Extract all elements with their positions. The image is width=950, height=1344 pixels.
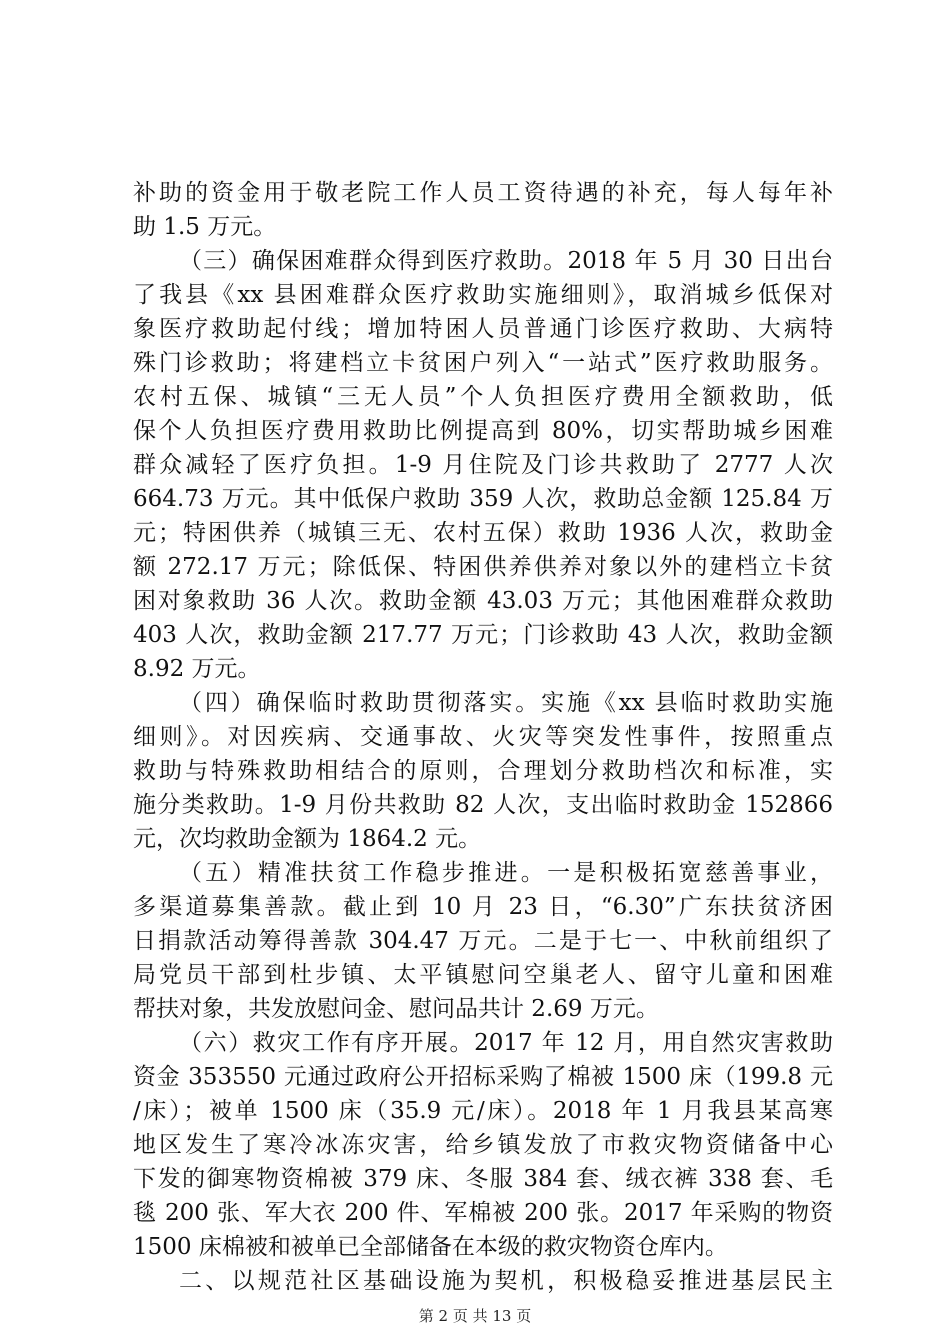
paragraph-line: 细则》。对因疾病、交通事故、火灾等突发性事件，按照重点	[133, 724, 833, 750]
paragraph-line: （六）救灾工作有序开展。2017 年 12 月，用自然灾害救助	[179, 1030, 833, 1056]
paragraph-line: （四）确保临时救助贯彻落实。实施《xx 县临时救助实施	[179, 690, 833, 716]
paragraph-line: 困对象救助 36 人次。救助金额 43.03 万元；其他困难群众救助	[133, 588, 833, 614]
paragraph-line: 403 人次，救助金额 217.77 万元；门诊救助 43 人次，救助金额	[133, 622, 833, 648]
paragraph-line: 资金 353550 元通过政府公开招标采购了棉被 1500 床（199.8 元	[133, 1064, 833, 1090]
paragraph-line: 农村五保、城镇“三无人员”个人负担医疗费用全额救助，低	[133, 384, 833, 410]
paragraph-line: 救助与特殊救助相结合的原则，合理划分救助档次和标准，实	[133, 758, 833, 784]
paragraph-line: 664.73 万元。其中低保户救助 359 人次，救助总金额 125.84 万	[133, 486, 833, 512]
paragraph-line: 补助的资金用于敬老院工作人员工资待遇的补充，每人每年补	[133, 180, 833, 206]
paragraph-line: 额 272.17 万元；除低保、特困供养供养对象以外的建档立卡贫	[133, 554, 833, 580]
section-heading-line: 二、以规范社区基础设施为契机，积极稳妥推进基层民主	[179, 1268, 833, 1294]
paragraph-line: 下发的御寒物资棉被 379 床、冬服 384 套、绒衣裤 338 套、毛	[133, 1166, 833, 1192]
paragraph-line: 8.92 万元。	[133, 656, 261, 682]
paragraph-line: 群众减轻了医疗负担。1-9 月住院及门诊共救助了 2777 人次	[133, 452, 833, 478]
paragraph-line: 多渠道募集善款。截止到 10 月 23 日，“6.30”广东扶贫济困	[133, 894, 833, 920]
paragraph-line: 元，次均救助金额为 1864.2 元。	[133, 826, 482, 852]
paragraph-line: 局党员干部到杜步镇、太平镇慰问空巢老人、留守儿童和困难	[133, 962, 833, 988]
paragraph-line: 元；特困供养（城镇三无、农村五保）救助 1936 人次，救助金	[133, 520, 833, 546]
paragraph-line: 象医疗救助起付线；增加特困人员普通门诊医疗救助、大病特	[133, 316, 833, 342]
paragraph-line: 地区发生了寒冷冰冻灾害，给乡镇发放了市救灾物资储备中心	[133, 1132, 833, 1158]
paragraph-line: /床）；被单 1500 床（35.9 元/床）。2018 年 1 月我县某高寒	[133, 1098, 833, 1124]
page-footer: 第 2 页 共 13 页	[418, 1307, 532, 1325]
paragraph-line: 帮扶对象，共发放慰问金、慰问品共计 2.69 万元。	[133, 996, 659, 1022]
paragraph-line: 了我县《xx 县困难群众医疗救助实施细则》，取消城乡低保对	[133, 282, 833, 308]
paragraph-line: 毯 200 张、军大衣 200 件、军棉被 200 张。2017 年采购的物资	[133, 1200, 833, 1226]
paragraph-line: 保个人负担医疗费用救助比例提高到 80%，切实帮助城乡困难	[133, 418, 833, 444]
paragraph-line: （五）精准扶贫工作稳步推进。一是积极拓宽慈善事业，	[179, 860, 833, 886]
paragraph-line: 殊门诊救助；将建档立卡贫困户列入“一站式”医疗救助服务。	[133, 350, 833, 376]
paragraph-line: 1500 床棉被和被单已全部储备在本级的救灾物资仓库内。	[133, 1234, 728, 1260]
paragraph-line: （三）确保困难群众得到医疗救助。2018 年 5 月 30 日出台	[179, 248, 833, 274]
paragraph-line: 助 1.5 万元。	[133, 214, 277, 240]
paragraph-line: 日捐款活动筹得善款 304.47 万元。二是于七一、中秋前组织了	[133, 928, 833, 954]
paragraph-line: 施分类救助。1-9 月份共救助 82 人次，支出临时救助金 152866	[133, 792, 833, 818]
